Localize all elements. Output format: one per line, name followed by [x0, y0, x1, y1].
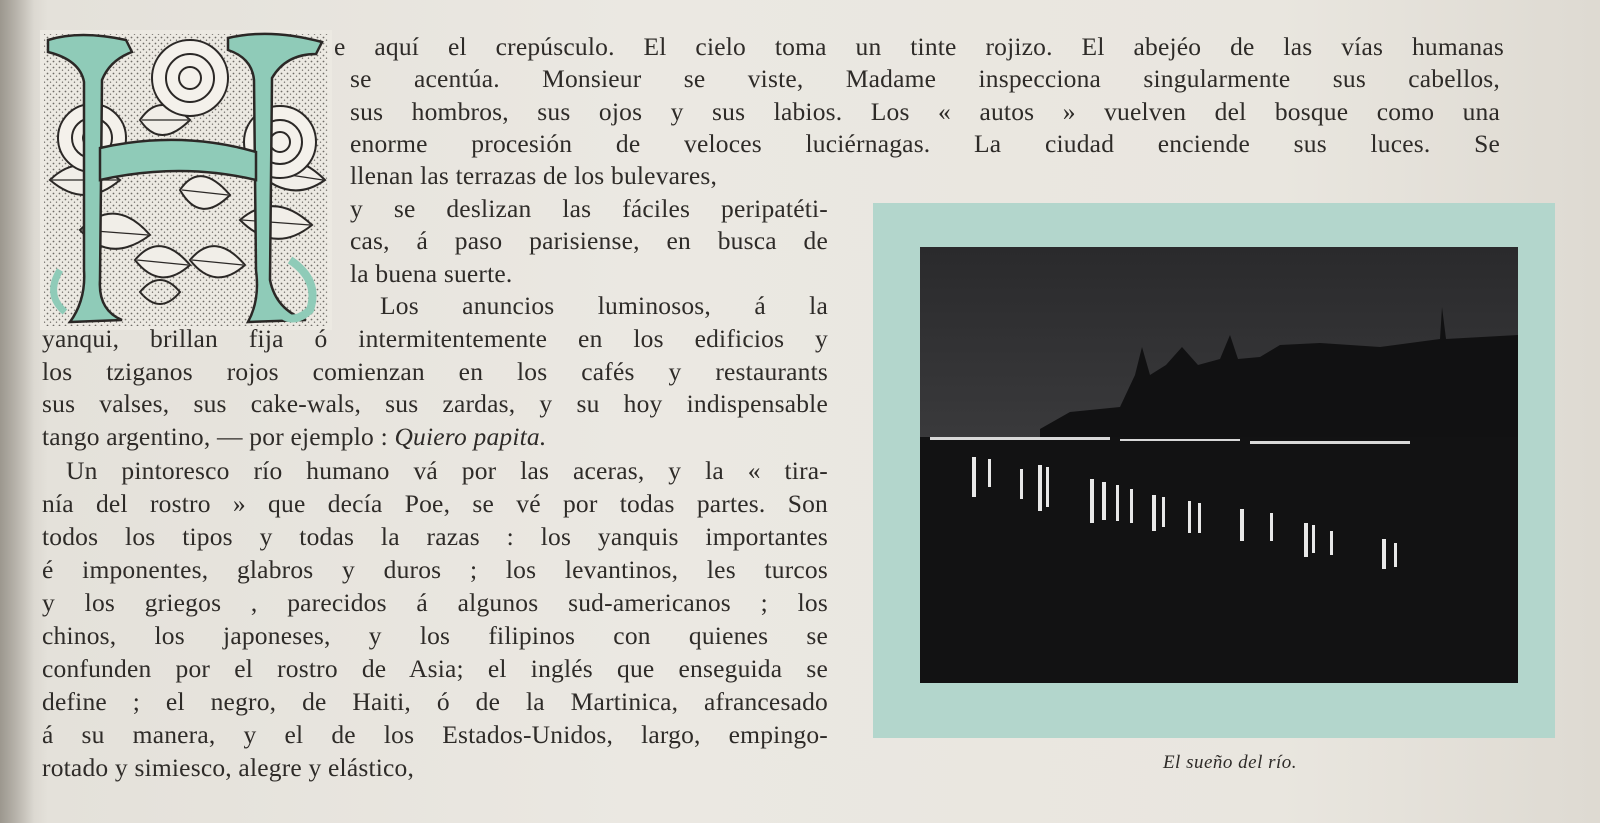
text-line-14: Un pintoresco río humano vá por las aceras, y la « tira-: [66, 456, 828, 485]
text-line-4: enorme procesión de veloces luciérnagas. La ciudad enciende sus luces. Se: [350, 129, 1500, 158]
text-line-23: rotado y simiesco, alegre y elástico,: [42, 753, 415, 782]
text-line-8: la buena suerte.: [350, 259, 513, 288]
text-line-13: [42, 422, 546, 452]
night-river-photo: [920, 247, 1518, 683]
text-line-19: chinos, los japoneses, y los filipinos con quienes se: [42, 621, 828, 650]
night-cityscape-icon: [920, 247, 1518, 683]
text-line-15: nía del rostro » que decía Poe, se vé por todas partes. Son: [42, 489, 828, 518]
rose-ornament-icon: [40, 30, 332, 330]
text-line-13-text: tango argentino, — por ejemplo :: [42, 422, 388, 451]
text-line-17: é imponentes, glabros y duros ; los levantinos, les turcos: [42, 555, 828, 584]
text-line-6: y se deslizan las fáciles peripatéti-: [350, 194, 828, 223]
text-line-20: confunden por el rostro de Asia; el inglés que enseguida se: [42, 654, 828, 683]
text-line-11: los tziganos rojos comienzan en los cafés y restaurants: [42, 357, 828, 386]
song-title-italic: Quiero papita.: [394, 422, 547, 451]
text-line-18: y los griegos , parecidos á algunos sud-americanos ; los: [42, 588, 828, 617]
text-line-3: sus hombros, sus ojos y sus labios. Los « autos » vuelven del bosque como una: [350, 97, 1500, 126]
text-line-1: e aquí el crepúsculo. El cielo toma un tinte rojizo. El abejéo de las vías humanas: [334, 32, 1504, 61]
text-line-16: todos los tipos y todas la razas : los yanquis importantes: [42, 522, 828, 551]
text-line-12: sus valses, sus cake-wals, sus zardas, y su hoy indispensable: [42, 389, 828, 418]
text-line-9: Los anuncios luminosos, á la: [380, 291, 828, 320]
photo-caption: El sueño del río.: [1162, 752, 1298, 773]
text-line-7: cas, á paso parisiense, en busca de: [350, 226, 828, 255]
text-line-5: llenan las terrazas de los bulevares,: [350, 161, 718, 190]
text-line-22: á su manera, y el de los Estados-Unidos, largo, empingo-: [42, 720, 828, 749]
text-line-21: define ; el negro, de Haiti, ó de la Martinica, afrancesado: [42, 687, 828, 716]
text-line-2: se acentúa. Monsieur se viste, Madame inspecciona singularmente sus cabellos,: [350, 64, 1500, 93]
decorated-initial-letter: [40, 30, 332, 330]
text-line-10: yanqui, brillan fija ó intermitentemente en los edificios y: [42, 324, 828, 353]
